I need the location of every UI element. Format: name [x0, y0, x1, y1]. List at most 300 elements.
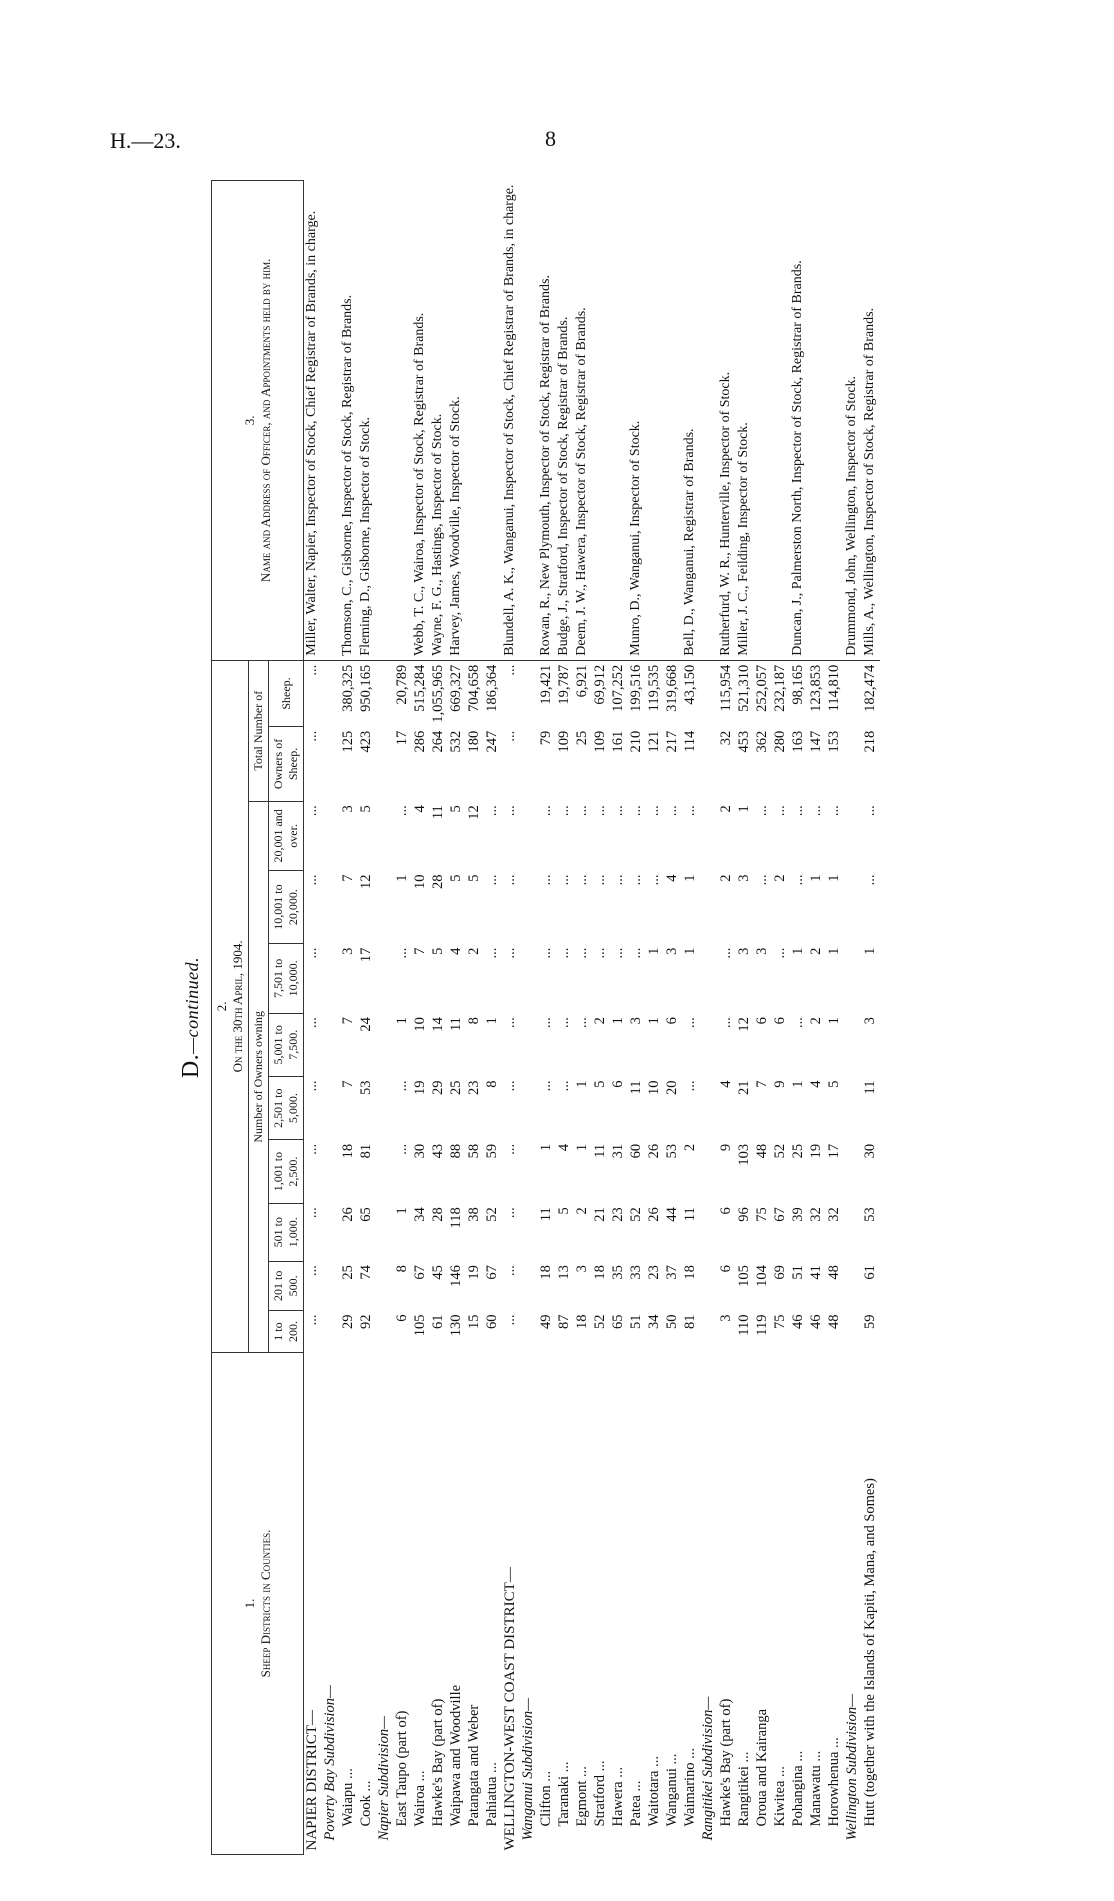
owner-count-cell: ...: [304, 1314, 320, 1326]
owner-count-cell: [700, 1311, 718, 1353]
owner-count-cell: 12: [358, 874, 374, 889]
district-name: Rangitikei Subdivision—: [700, 1696, 716, 1841]
total-sheep-cell: [844, 660, 862, 727]
total-owners-cell: 264: [430, 730, 446, 753]
owner-count-cell: 1: [574, 1080, 590, 1088]
total-sheep-cell: 119,535: [646, 664, 662, 712]
owner-count-cell: 25: [790, 1143, 806, 1159]
owner-count-cell: [322, 1140, 340, 1203]
owner-count-cell: 19: [412, 1080, 428, 1095]
owner-count-cell: [322, 801, 340, 870]
total-owners-cell: 109: [592, 730, 608, 753]
total-sheep-cell: 114,810: [826, 664, 842, 712]
total-sheep-cell: 950,165: [358, 664, 374, 712]
owner-count-cell: ...: [646, 874, 662, 886]
owner-count-cell: ...: [502, 805, 518, 817]
owner-count-cell: 8: [484, 1080, 500, 1088]
total-sheep-cell: 6,921: [574, 664, 590, 698]
table-row: [754, 181, 772, 1855]
table-row: [646, 181, 664, 1855]
owner-count-cell: 23: [466, 1080, 482, 1095]
district-name: Manawatu ...: [808, 1750, 824, 1827]
owner-count-cell: ...: [304, 1017, 320, 1028]
owner-count-cell: 3: [628, 1017, 644, 1025]
owner-count-cell: 32: [808, 1207, 824, 1222]
owner-count-cell: [700, 1076, 718, 1139]
table-row: [466, 181, 484, 1855]
owner-count-cell: [700, 1203, 718, 1261]
district-name: Kiwitea ...: [772, 1766, 788, 1827]
owner-count-cell: [322, 871, 340, 944]
owner-count-cell: 7: [340, 1017, 356, 1025]
total-owners-cell: 362: [754, 730, 770, 753]
total-sheep-cell: 1,055,965: [430, 664, 446, 723]
owner-count-cell: ...: [790, 874, 806, 886]
owner-count-cell: ...: [538, 1017, 554, 1028]
owner-count-cell: 4: [448, 947, 464, 955]
owner-count-cell: [322, 944, 340, 1013]
total-sheep-cell: 669,327: [448, 664, 464, 712]
owner-count-cell: 5: [592, 1080, 608, 1088]
owner-count-cell: 48: [826, 1314, 842, 1330]
officer-cell: Duncan, J., Palmerston North, Inspector of Stock, Registrar of Brands.: [790, 181, 808, 661]
col1-header: 1. Sheep Districts in Counties.: [212, 1353, 304, 1855]
officer-cell: Wayne, F. G., Hastings, Inspector of Stock.: [430, 181, 448, 661]
owner-count-cell: 67: [484, 1265, 500, 1280]
owner-count-cell: ...: [682, 805, 698, 817]
owner-count-cell: 6: [718, 1265, 734, 1273]
owner-count-cell: 65: [358, 1207, 374, 1222]
total-owners-cell: 218: [862, 730, 878, 753]
total-owners-cell: 453: [736, 730, 752, 753]
total-owners-cell: [322, 727, 340, 801]
range-header: 20,001 and over.: [269, 801, 304, 870]
owner-count-cell: ...: [574, 1017, 590, 1028]
col3-header: 3. Name and Address of Officer, and Appointments held by him.: [212, 181, 304, 661]
title-suffix: —continued.: [182, 956, 202, 1054]
total-sheep-cell: [520, 660, 538, 727]
owner-count-cell: 60: [484, 1314, 500, 1330]
owner-count-cell: 110: [736, 1314, 752, 1336]
owner-count-cell: 12: [466, 805, 482, 820]
table-row: [772, 181, 790, 1855]
owner-count-cell: 87: [556, 1314, 572, 1330]
owner-count-cell: 21: [736, 1080, 752, 1095]
table-row: [664, 181, 682, 1855]
officer-cell: Deem, J. W., Hawera, Inspector of Stock, Registrar of Brands.: [574, 181, 592, 661]
owner-count-cell: 51: [790, 1265, 806, 1280]
owner-count-cell: 4: [412, 805, 428, 813]
total-owners-cell: 217: [664, 730, 680, 753]
owner-count-cell: [520, 1203, 538, 1261]
owner-count-cell: 50: [664, 1314, 680, 1330]
owner-count-cell: 52: [628, 1207, 644, 1222]
page-header-left: H.—23.: [110, 128, 181, 153]
owner-count-cell: [376, 1076, 394, 1139]
total-number-header: Total Number of: [249, 660, 269, 801]
owner-count-cell: 105: [736, 1265, 752, 1287]
owner-count-cell: [844, 1140, 862, 1203]
owner-count-cell: 105: [412, 1314, 428, 1337]
district-name: Stratford ...: [592, 1760, 608, 1827]
owner-count-cell: 118: [448, 1207, 464, 1229]
officer-cell: [520, 181, 538, 661]
owner-count-cell: 30: [412, 1143, 428, 1159]
district-name: Wanganui ...: [664, 1753, 680, 1827]
owner-count-cell: 4: [718, 1080, 734, 1088]
table-row: [448, 181, 466, 1855]
total-sheep-cell: 182,474: [862, 664, 878, 712]
total-owners-cell: 210: [628, 730, 644, 753]
owner-count-cell: 52: [592, 1314, 608, 1330]
district-name: East Taupo (part of): [394, 1710, 410, 1827]
owner-count-cell: ...: [394, 1143, 410, 1155]
owner-count-cell: 18: [574, 1314, 590, 1330]
owner-count-cell: ...: [772, 947, 788, 959]
district-name: Hutt (together with the Islands of Kapiti, Mana, and Somes): [862, 1478, 878, 1827]
owner-count-cell: [700, 944, 718, 1013]
owner-count-cell: 3: [862, 1017, 878, 1025]
owner-count-cell: ...: [394, 1080, 410, 1092]
owner-count-cell: 45: [430, 1265, 446, 1280]
owner-count-cell: ...: [628, 805, 644, 817]
rotated-table-page: [170, 180, 1070, 1855]
officer-cell: [592, 181, 610, 661]
owner-count-cell: 2: [772, 874, 788, 882]
owner-count-cell: ...: [556, 874, 572, 886]
owner-count-cell: ...: [574, 947, 590, 959]
table-row: [538, 181, 556, 1855]
owner-count-cell: 11: [628, 1080, 644, 1095]
total-owners-cell: 247: [484, 730, 500, 753]
owner-count-cell: 39: [790, 1207, 806, 1222]
total-owners-cell: [376, 727, 394, 801]
owner-count-cell: 11: [682, 1207, 698, 1222]
owners-of-sheep-header: Owners of Sheep.: [269, 727, 304, 801]
owner-count-cell: 11: [538, 1207, 554, 1222]
total-owners-cell: 153: [826, 730, 842, 753]
officer-cell: [700, 181, 718, 661]
total-sheep-cell: 107,252: [610, 664, 626, 712]
owner-count-cell: 26: [646, 1207, 662, 1222]
owner-count-cell: ...: [610, 947, 626, 959]
total-sheep-cell: 515,284: [412, 664, 428, 712]
district-name: Hawke's Bay (part of): [718, 1698, 734, 1827]
owner-count-cell: ...: [556, 1080, 572, 1092]
owner-count-cell: 9: [772, 1080, 788, 1088]
owner-count-cell: [700, 1261, 718, 1310]
officer-cell: Harvey, James, Woodville, Inspector of Stock.: [448, 181, 466, 661]
district-name: Egmont ...: [574, 1766, 590, 1827]
owner-count-cell: 1: [484, 1017, 500, 1025]
owner-count-cell: 41: [808, 1265, 824, 1280]
owner-count-cell: 8: [466, 1017, 482, 1025]
district-name: Hawera ...: [610, 1766, 626, 1827]
owner-count-cell: 6: [772, 1017, 788, 1025]
table-row: [484, 181, 502, 1855]
owner-count-cell: 3: [340, 805, 356, 813]
owner-count-cell: [844, 871, 862, 944]
owner-count-cell: 2: [718, 874, 734, 882]
owner-count-cell: ...: [538, 947, 554, 959]
owner-count-cell: 4: [556, 1143, 572, 1152]
owner-count-cell: ...: [538, 874, 554, 886]
owner-count-cell: [700, 1140, 718, 1203]
district-name: Patea ...: [628, 1780, 644, 1827]
owner-count-cell: 52: [772, 1143, 788, 1159]
owner-count-cell: 49: [538, 1314, 554, 1330]
owner-count-cell: 5: [556, 1207, 572, 1215]
owner-count-cell: 28: [430, 874, 446, 889]
owner-count-cell: [520, 1261, 538, 1310]
district-name: Waitotara ...: [646, 1756, 662, 1827]
owner-count-cell: 14: [430, 1017, 446, 1032]
owner-count-cell: 18: [592, 1265, 608, 1280]
owner-count-cell: ...: [646, 805, 662, 817]
owner-count-cell: 96: [736, 1207, 752, 1222]
total-sheep-cell: 380,325: [340, 664, 356, 712]
total-sheep-cell: 232,187: [772, 664, 788, 712]
owner-count-cell: 11: [448, 1017, 464, 1032]
table-row: [502, 181, 520, 1855]
range-header: 1,001 to 2,500.: [269, 1140, 304, 1203]
table-row: [358, 181, 376, 1855]
owner-count-cell: ...: [790, 805, 806, 817]
owner-count-cell: ...: [556, 947, 572, 959]
owner-count-cell: ...: [502, 1017, 518, 1028]
owner-count-cell: 1: [394, 874, 410, 882]
owner-count-cell: [844, 1013, 862, 1076]
owner-count-cell: [376, 1013, 394, 1076]
officer-cell: Rutherfurd, W. R., Hunterville, Inspector of Stock.: [718, 181, 736, 661]
table-row: [430, 181, 448, 1855]
owner-count-cell: 21: [592, 1207, 608, 1222]
district-name: Wairoa ...: [412, 1770, 428, 1827]
owner-count-cell: 28: [430, 1207, 446, 1222]
owner-count-cell: ...: [538, 805, 554, 817]
owner-count-cell: 1: [646, 947, 662, 955]
owner-count-cell: ...: [718, 1017, 734, 1028]
owner-count-cell: ...: [592, 805, 608, 817]
owner-count-cell: [322, 1013, 340, 1076]
officer-cell: Budge, J., Stratford, Inspector of Stock, Registrar of Brands.: [556, 181, 574, 661]
owner-count-cell: 53: [664, 1143, 680, 1159]
owner-count-cell: ...: [304, 1265, 320, 1276]
table-row: [340, 181, 358, 1855]
table-row: [394, 181, 412, 1855]
owner-count-cell: 2: [682, 1143, 698, 1152]
owner-count-cell: 92: [358, 1314, 374, 1330]
total-owners-cell: [700, 727, 718, 801]
owner-count-cell: [520, 1076, 538, 1139]
owner-count-cell: 81: [682, 1314, 698, 1330]
owner-count-cell: 1: [862, 947, 878, 955]
total-sheep-cell: 115,954: [718, 664, 734, 712]
owner-count-cell: ...: [502, 874, 518, 886]
owner-count-cell: 33: [628, 1265, 644, 1280]
owner-count-cell: 1: [736, 805, 752, 813]
table-row: [574, 181, 592, 1855]
page-number: 8: [545, 126, 556, 151]
owner-count-cell: 60: [628, 1143, 644, 1159]
owner-count-cell: ...: [628, 874, 644, 886]
owner-count-cell: [700, 801, 718, 870]
owner-count-cell: 1: [538, 1143, 554, 1152]
officer-cell: [394, 181, 412, 661]
owner-count-cell: 59: [484, 1143, 500, 1159]
owner-count-cell: ...: [592, 947, 608, 959]
owner-count-cell: 31: [610, 1143, 626, 1159]
district-name: NAPIER DISTRICT—: [304, 1710, 320, 1851]
table-body: [304, 181, 881, 1855]
owner-count-cell: 6: [394, 1314, 410, 1322]
total-sheep-cell: 186,364: [484, 664, 500, 712]
sheep-header: Sheep.: [269, 660, 304, 727]
title-letter: D.: [178, 1053, 204, 1079]
owner-count-cell: 13: [556, 1265, 572, 1280]
owner-count-cell: ...: [682, 1017, 698, 1028]
owner-count-cell: ...: [754, 874, 770, 886]
owner-count-cell: 81: [358, 1143, 374, 1159]
owner-count-cell: [844, 1311, 862, 1353]
total-sheep-cell: 199,516: [628, 664, 644, 712]
total-owners-cell: 280: [772, 730, 788, 753]
owner-count-cell: ...: [304, 1080, 320, 1092]
owner-count-cell: [844, 801, 862, 870]
table-row: [700, 181, 718, 1855]
owner-count-cell: [322, 1203, 340, 1261]
owner-count-cell: [844, 1261, 862, 1310]
owner-count-cell: 46: [808, 1314, 824, 1330]
owner-count-cell: [376, 871, 394, 944]
owner-count-cell: 20: [664, 1080, 680, 1095]
owner-count-cell: 11: [592, 1143, 608, 1158]
owner-count-cell: 32: [826, 1207, 842, 1222]
officer-cell: Webb, T. C., Wairoa, Inspector of Stock, Registrar of Brands.: [412, 181, 430, 661]
owner-count-cell: 35: [610, 1265, 626, 1280]
owner-count-cell: 6: [754, 1017, 770, 1025]
total-owners-cell: 532: [448, 730, 464, 753]
district-name: Taranaki ...: [556, 1761, 572, 1827]
owner-count-cell: 8: [394, 1265, 410, 1273]
range-header: 10,001 to 20,000.: [269, 871, 304, 944]
owner-count-cell: 26: [340, 1207, 356, 1222]
owner-count-cell: ...: [394, 805, 410, 817]
owner-count-cell: ...: [502, 1207, 518, 1219]
district-name: Waimarino ...: [682, 1747, 698, 1827]
owner-count-cell: 2: [574, 1207, 590, 1215]
owner-count-cell: 61: [430, 1314, 446, 1330]
owner-count-cell: 19: [808, 1143, 824, 1159]
officer-cell: [376, 181, 394, 661]
owner-count-cell: 65: [610, 1314, 626, 1330]
owner-count-cell: 2: [718, 805, 734, 813]
owner-count-cell: 67: [412, 1265, 428, 1280]
total-sheep-cell: [700, 660, 718, 727]
owner-count-cell: 19: [466, 1265, 482, 1280]
owner-count-cell: ...: [502, 1265, 518, 1276]
owner-count-cell: ...: [718, 947, 734, 959]
officer-cell: Mills, A., Wellington, Inspector of Stock, Registrar of Brands.: [862, 181, 880, 661]
owner-count-cell: 103: [736, 1143, 752, 1166]
table-row: [304, 181, 323, 1855]
owner-count-cell: 6: [610, 1080, 626, 1088]
district-name: Poverty Bay Subdivision—: [322, 1685, 338, 1841]
owner-count-cell: 3: [664, 947, 680, 955]
owner-count-cell: 2: [592, 1017, 608, 1025]
owner-count-cell: [376, 1203, 394, 1261]
total-sheep-cell: 43,150: [682, 664, 698, 705]
owner-count-cell: ...: [304, 1143, 320, 1155]
table-row: [844, 181, 862, 1855]
officer-cell: Miller, Walter, Napier, Inspector of Stock, Chief Registrar of Brands, in charge.: [304, 181, 323, 661]
owner-count-cell: 3: [574, 1265, 590, 1273]
owner-count-cell: [520, 871, 538, 944]
owner-count-cell: 1: [790, 1080, 806, 1088]
owner-count-cell: 26: [646, 1143, 662, 1159]
officer-cell: [484, 181, 502, 661]
owner-count-cell: [700, 871, 718, 944]
table-row: [826, 181, 844, 1855]
officer-cell: [664, 181, 682, 661]
range-header: 501 to 1,000.: [269, 1203, 304, 1261]
table-head: [212, 181, 304, 1855]
owner-count-cell: 7: [340, 1080, 356, 1088]
owner-count-cell: 6: [718, 1207, 734, 1215]
owner-count-cell: 10: [646, 1080, 662, 1095]
total-sheep-cell: 123,853: [808, 664, 824, 712]
total-owners-cell: 32: [718, 730, 734, 746]
district-name: Horowhenua ...: [826, 1737, 842, 1827]
range-header: 201 to 500.: [269, 1261, 304, 1310]
owner-count-cell: ...: [502, 1143, 518, 1155]
officer-cell: Drummond, John, Wellington, Inspector of Stock.: [844, 181, 862, 661]
district-name: Patangata and Weber: [466, 1704, 482, 1827]
total-sheep-cell: [322, 660, 340, 727]
owner-count-cell: 17: [358, 947, 374, 963]
owner-count-cell: 69: [772, 1265, 788, 1280]
owner-count-cell: 5: [466, 874, 482, 882]
owner-count-cell: 1: [808, 874, 824, 882]
total-sheep-cell: ...: [304, 664, 320, 676]
owner-count-cell: 43: [430, 1143, 446, 1159]
owner-count-cell: [376, 801, 394, 870]
owner-count-cell: 59: [862, 1314, 878, 1330]
total-owners-cell: 147: [808, 730, 824, 753]
owner-count-cell: 25: [340, 1265, 356, 1280]
owner-count-cell: 1: [790, 947, 806, 955]
owner-count-cell: 61: [862, 1265, 878, 1280]
owner-count-cell: ...: [790, 1017, 806, 1028]
owner-count-cell: ...: [502, 947, 518, 959]
table-title: [178, 180, 205, 1855]
owner-count-cell: 3: [340, 947, 356, 955]
table-row: [736, 181, 754, 1855]
range-header: 1 to 200.: [269, 1311, 304, 1353]
owner-count-cell: 1: [826, 874, 842, 882]
total-sheep-cell: 521,310: [736, 664, 752, 712]
officer-cell: [466, 181, 484, 661]
owner-count-cell: 18: [340, 1143, 356, 1159]
owner-count-cell: [322, 1311, 340, 1353]
owner-count-cell: ...: [502, 1314, 518, 1326]
table-row: [556, 181, 574, 1855]
owner-count-cell: ...: [574, 805, 590, 817]
owner-count-cell: ...: [772, 805, 788, 817]
officer-cell: [754, 181, 772, 661]
owner-count-cell: ...: [592, 874, 608, 886]
owner-count-cell: 75: [754, 1207, 770, 1222]
